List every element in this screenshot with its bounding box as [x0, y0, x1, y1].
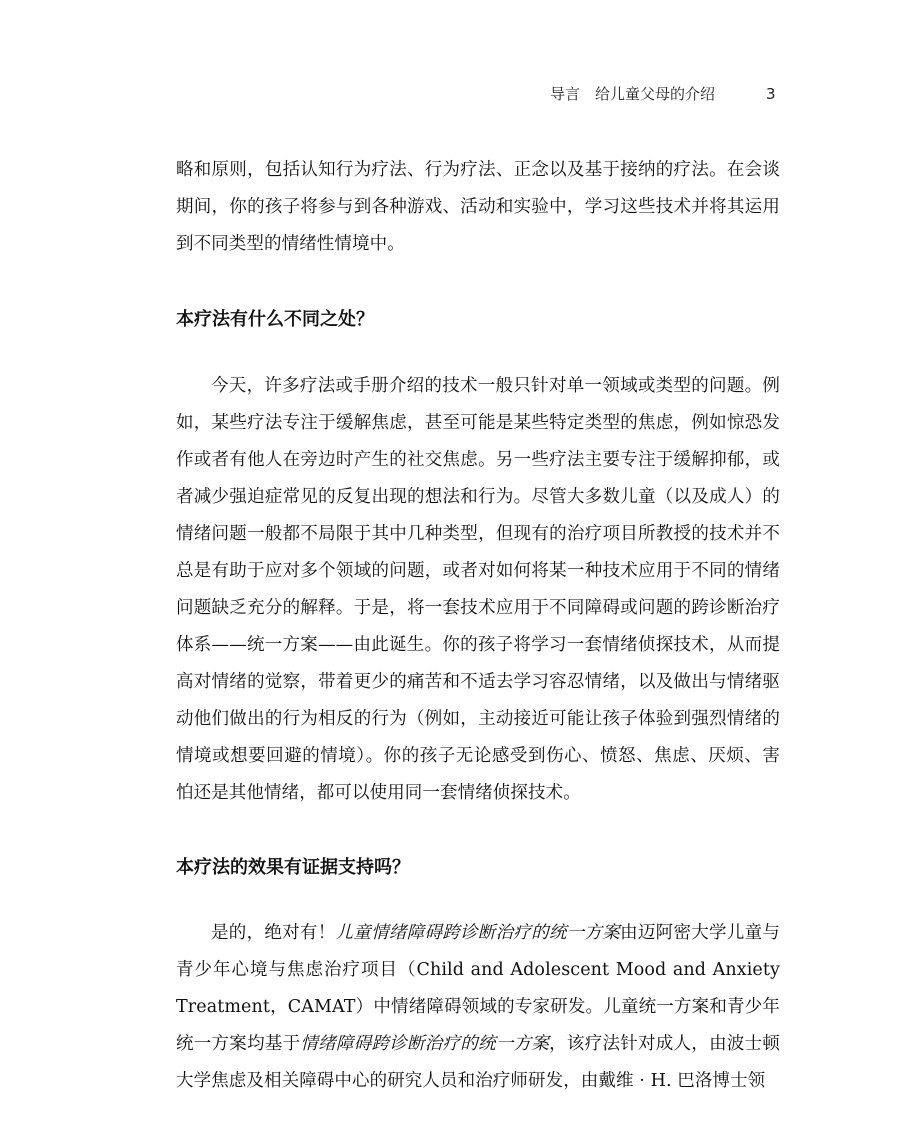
paragraph-evidence [176, 915, 780, 1100]
page-body [176, 152, 780, 1100]
evidence-text-1: 是的，绝对有！ [211, 923, 336, 943]
section-heading-differences: 本疗法有什么不同之处？ [176, 309, 374, 330]
section-heading-evidence: 本疗法的效果有证据支持吗？ [176, 857, 410, 878]
book-title-adult: 情绪障碍跨诊断治疗的统一方案 [300, 1034, 550, 1054]
running-header: 导言 给儿童父母的介绍 [550, 85, 716, 103]
book-title-children: 儿童情绪障碍跨诊断治疗的统一方案 [335, 923, 621, 943]
paragraph-continued: 略和原则，包括认知行为疗法、行为疗法、正念以及基于接纳的疗法。在会谈期间，你的孩子将参与到各种游戏、活动和实验中，学习这些技术并将其运用到不同类型的情绪性情境中。 [176, 160, 780, 254]
evidence-text-3: ，该疗法针对成人，由波士顿大学焦虑及相关障碍中心的研究人员和治疗师研发，由戴维 · H. 巴洛博士领 [176, 1034, 780, 1091]
paragraph-differences: 今天，许多疗法或手册介绍的技术一般只针对单一领域或类型的问题。例如，某些疗法专注于缓解焦虑，甚至可能是某些特定类型的焦虑，例如惊恐发作或者有他人在旁边时产生的社交焦虑。另一些疗法主要专注于缓解抑郁，或者减少强迫症常见的反复出现的想法和行为。尽管大多数儿童（以及成人）的情绪问题一般都不局限于其中几种类型，但现有的治疗项目所教授的技术并不总是有助于应对多个领域的问题，或者对如何将某一种技术应用于不同的情绪问题缺乏充分的解释。于是，将一套技术应用于不同障碍或问题的跨诊断治疗体系——统一方案——由此诞生。你的孩子将学习一套情绪侦探技术，从而提高对情绪的觉察，带着更少的痛苦和不适去学习容忍情绪，以及做出与情绪驱动他们做出的行为相反的行为（例如，主动接近可能让孩子体验到强烈情绪的情境或想要回避的情境）。你的孩子无论感受到伤心、愤怒、焦虑、厌烦、害怕还是其他情绪，都可以使用同一套情绪侦探技术。 [176, 376, 780, 803]
page-number: 3 [766, 85, 776, 103]
evidence-text-2: 由迈阿密大学儿童与青少年心境与焦虑治疗项目（Child and Adolescent Mood and Anxiety Treatment，CAMAT）中情绪障碍领域的专家研发。儿童统一方案和青少年统一方案均基于 [176, 923, 781, 1054]
